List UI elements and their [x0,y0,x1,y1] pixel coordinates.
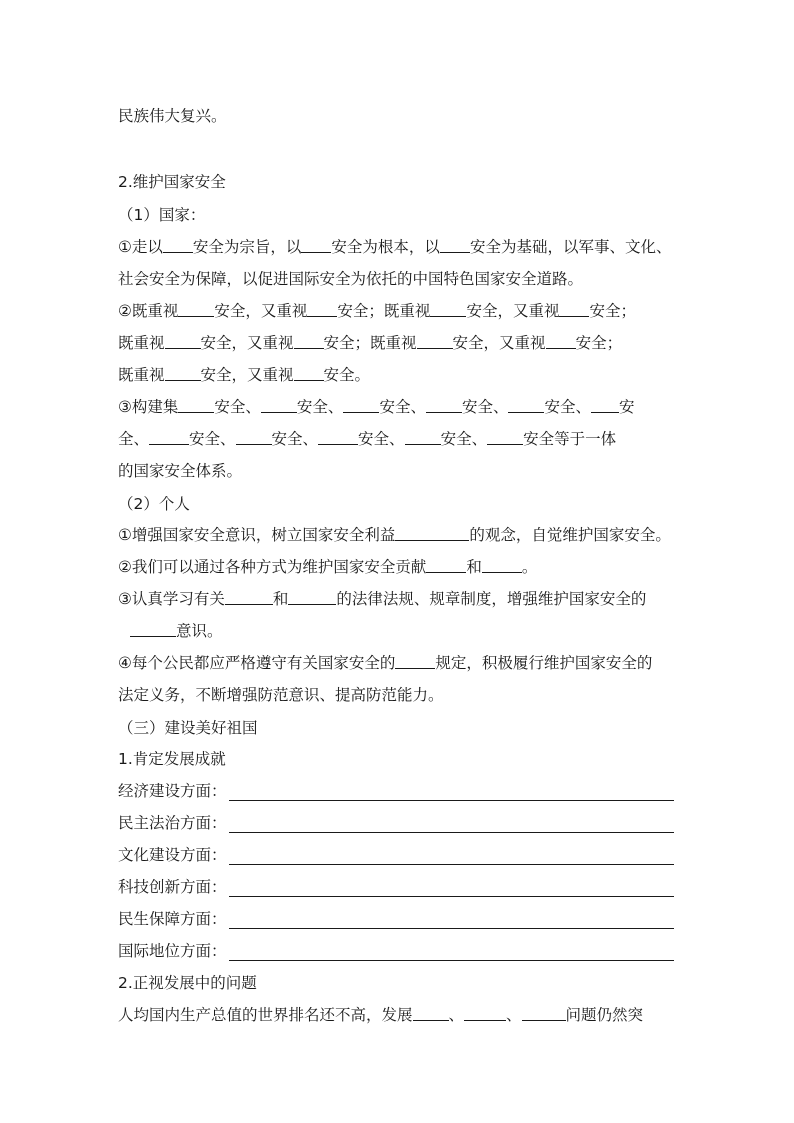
fill-blank[interactable] [301,237,331,253]
fill-blank[interactable] [130,621,176,637]
fill-blank[interactable] [591,397,619,413]
answer-row: 科技创新方面： [118,877,674,897]
text-line: 人均国内生产总值的世界排名还不高，发展 、 、 问题仍然突 [118,1006,644,1024]
fill-blank[interactable] [307,301,337,317]
fill-blank[interactable] [413,1005,449,1021]
fill-blank[interactable] [288,589,336,605]
fill-blank[interactable] [294,365,324,381]
fill-blank[interactable] [343,397,379,413]
fill-blank[interactable] [178,301,214,317]
fill-blank[interactable] [464,1005,506,1021]
text-line: 既重视 安全，又重视 安全；既重视 安全，又重视 安全； [118,334,623,352]
sub-heading: （2）个人 [118,495,190,513]
answer-row: 民生保障方面： [118,909,674,929]
fill-blank[interactable] [559,301,589,317]
text-line: ①增强国家安全意识，树立国家安全利益 的观念，自觉维护国家安全。 [118,526,671,544]
text-line: ③认真学习有关 和 的法律法规、规章制度，增强维护国家安全的 [118,590,647,608]
answer-line[interactable] [229,817,674,833]
sub-heading: 2.正视发展中的问题 [118,974,257,992]
fill-blank[interactable] [430,301,466,317]
text-line: ②我们可以通过各种方式为维护国家安全贡献 和 。 [118,558,538,576]
fill-blank[interactable] [426,397,462,413]
section-heading: 2.维护国家安全 [118,173,226,191]
answer-row: 文化建设方面： [118,845,674,865]
sub-heading: （1）国家： [118,206,206,224]
fill-blank[interactable] [487,429,523,445]
answer-line[interactable] [229,849,674,865]
fill-blank[interactable] [395,653,435,669]
fill-blank[interactable] [440,237,470,253]
fill-blank[interactable] [417,333,453,349]
fill-blank[interactable] [165,365,201,381]
sub-heading: 1.肯定发展成就 [118,750,226,768]
answer-line[interactable] [229,913,674,929]
answer-line[interactable] [229,881,674,897]
answer-row: 国际地位方面： [118,941,674,961]
text-line: ④每个公民都应严格遵守有关国家安全的 规定，积极履行维护国家安全的 [118,654,653,672]
section-heading: （三）建设美好祖国 [118,719,258,737]
fill-blank[interactable] [178,397,214,413]
text-line: 既重视 安全，又重视 安全。 [118,366,371,384]
fill-blank[interactable] [261,397,297,413]
answer-row: 民主法治方面： [118,813,674,833]
text-line: 社会安全为保障，以促进国际安全为依托的中国特色国家安全道路。 [118,270,584,288]
text-line: 民族伟大复兴。 [118,107,227,125]
fill-blank[interactable] [395,525,469,541]
fill-blank[interactable] [405,429,441,445]
fill-blank[interactable] [294,333,324,349]
fill-blank[interactable] [165,333,201,349]
answer-line[interactable] [229,945,674,961]
fill-blank[interactable] [149,429,189,445]
fill-blank[interactable] [426,557,466,573]
fill-blank[interactable] [225,589,273,605]
text-line: ②既重视 安全，又重视 安全；既重视 安全，又重视 安全； [118,302,636,320]
text-line: ①走以 安全为宗旨，以 安全为根本，以 安全为基础，以军事、文化、 [118,238,672,256]
fill-blank[interactable] [482,557,522,573]
fill-blank[interactable] [163,237,193,253]
fill-blank[interactable] [508,397,544,413]
text-line: 法定义务，不断增强防范意识、提高防范能力。 [118,686,444,704]
answer-line[interactable] [229,785,674,801]
answer-row: 经济建设方面： [118,781,674,801]
text-line: 的国家安全体系。 [118,462,243,480]
fill-blank[interactable] [522,1005,566,1021]
fill-blank[interactable] [546,333,576,349]
fill-blank[interactable] [236,429,272,445]
text-line: 意识。 [118,621,676,641]
fill-blank[interactable] [318,429,358,445]
text-line: ③构建集 安全、 安全、 安全、 安全、 安全、 安 [118,398,635,416]
text-line: 全、 安全、 安全、 安全、 安全、 安全等于一体 [118,430,617,448]
